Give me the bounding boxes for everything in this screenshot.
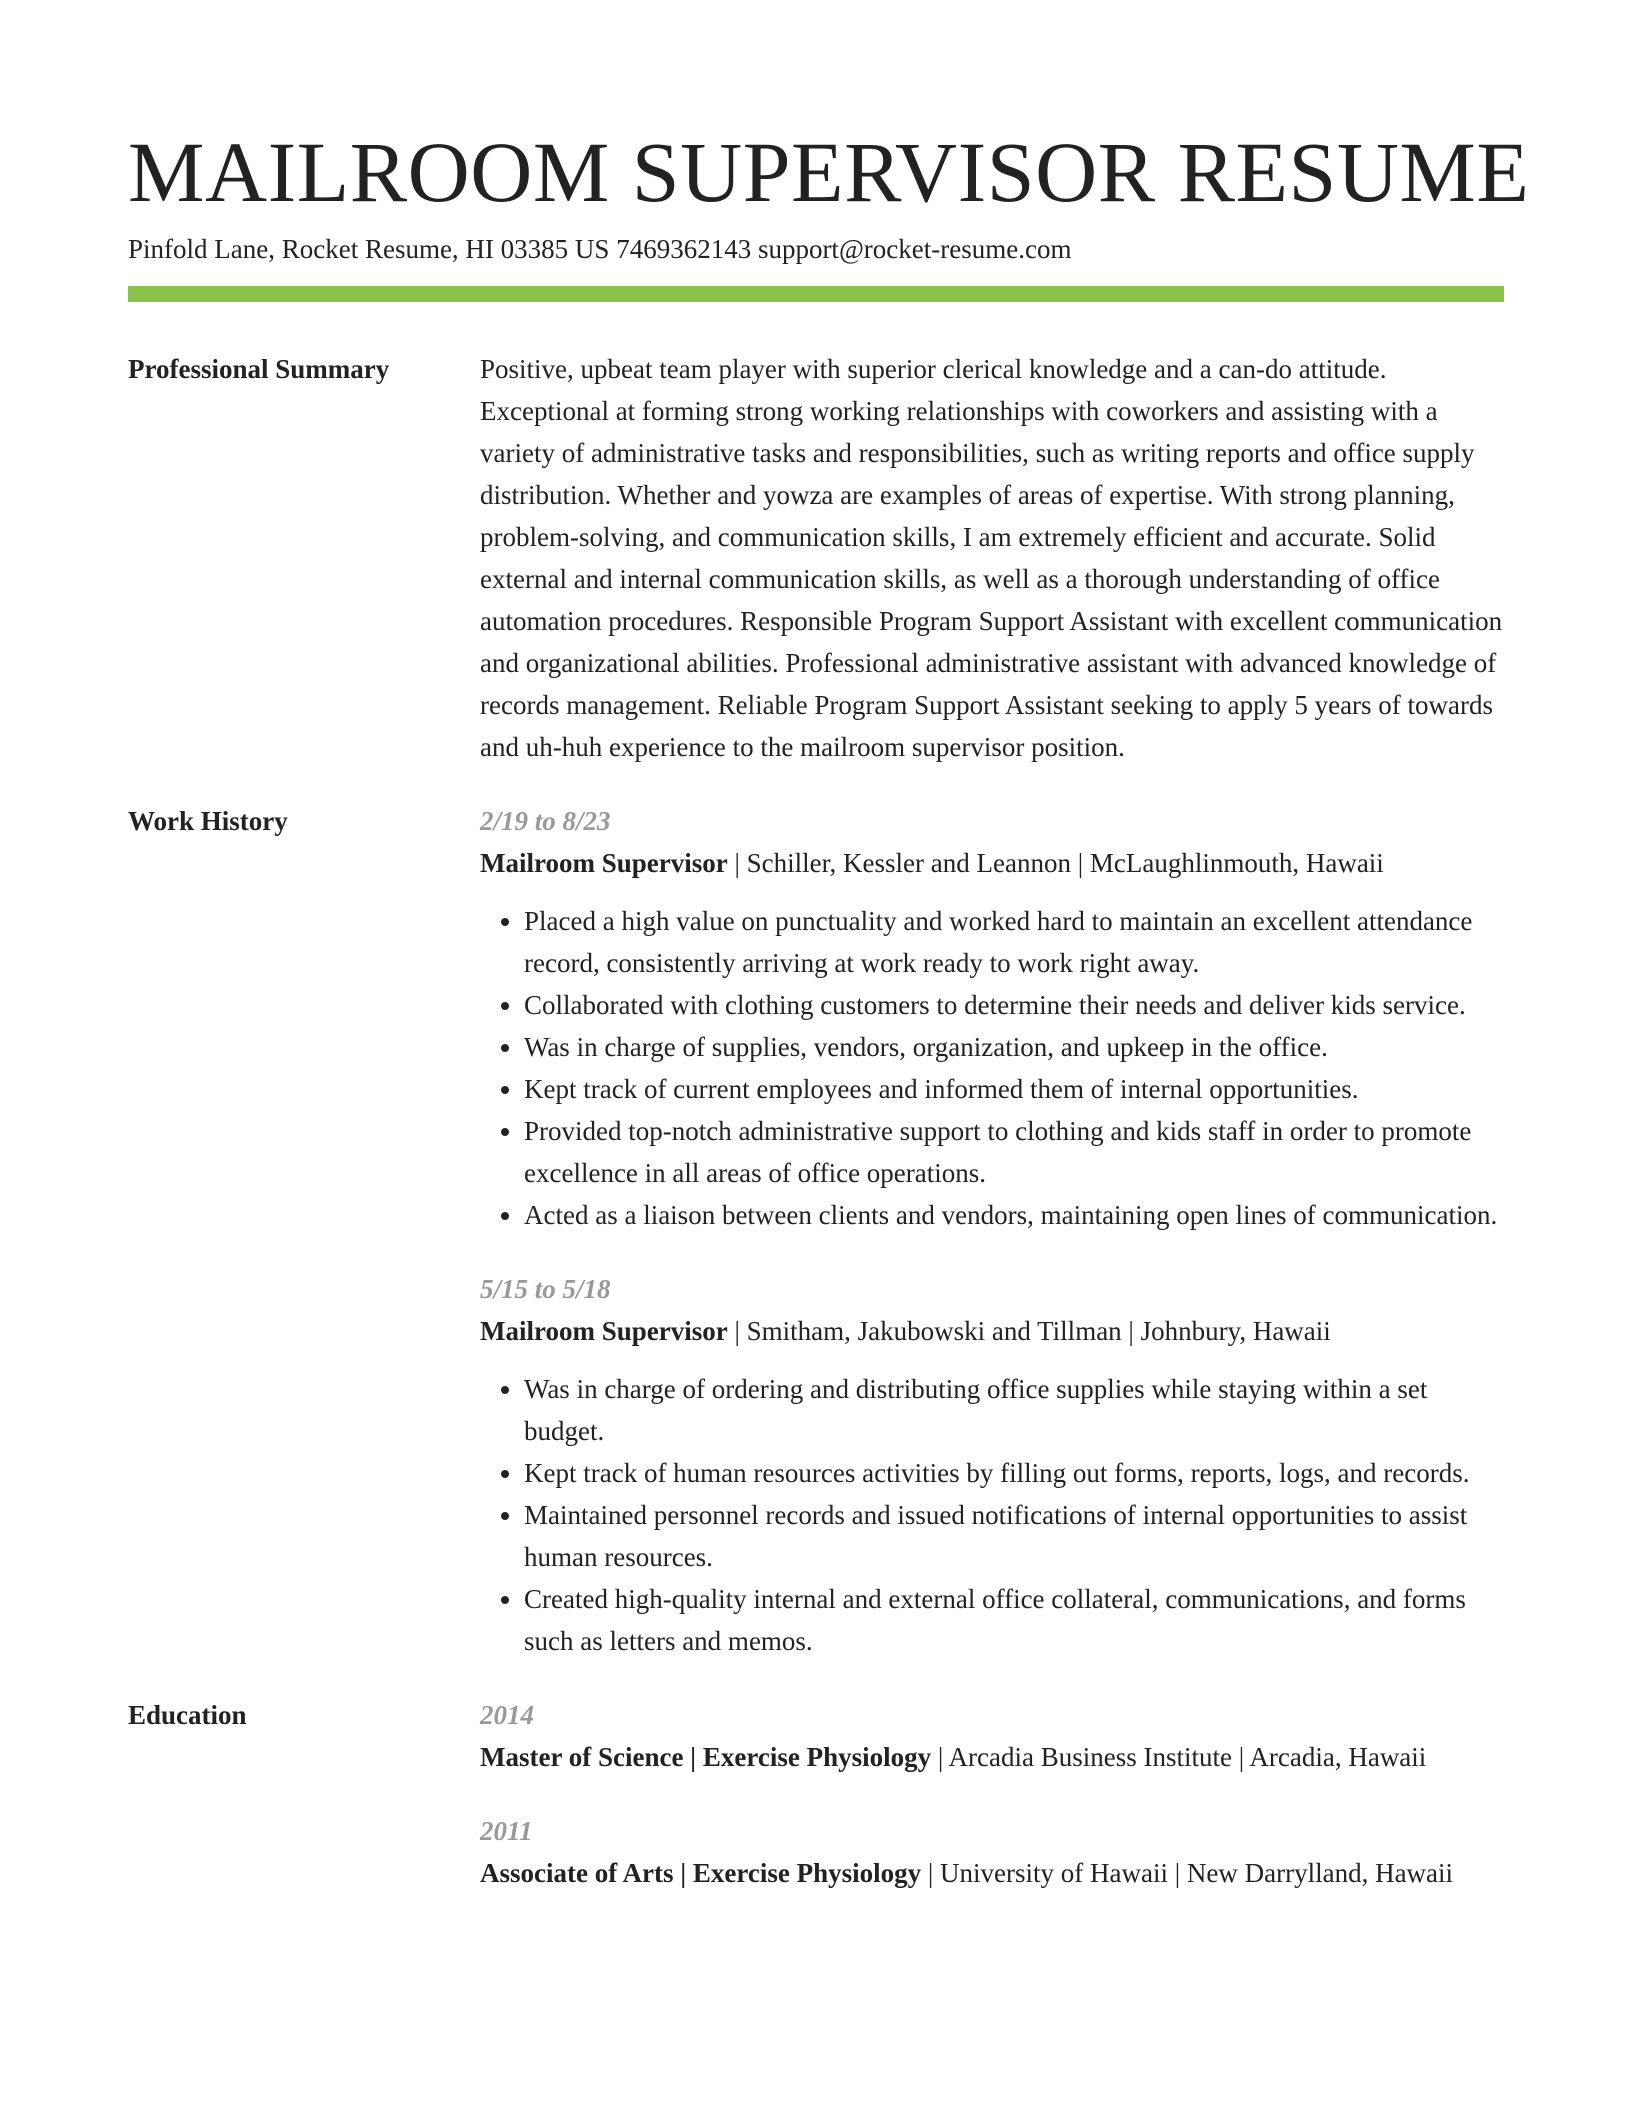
degree-year: 2011 <box>480 1816 533 1846</box>
degree-name: Associate of Arts | Exercise Physiology <box>480 1858 922 1888</box>
duty-item: • Placed a high value on punctuality and worked hard to maintain an excellent attendance record, consistently arriving at work ready to work right away. <box>524 900 1504 984</box>
job-dates: 5/15 to 5/18 <box>480 1274 611 1304</box>
duty-item: • Provided top-notch administrative support to clothing and kids staff in order to promote excellence in all areas of office operations. <box>524 1110 1504 1194</box>
accent-divider <box>128 286 1504 302</box>
job-dates: 2/19 to 8/23 <box>480 806 611 836</box>
job-employer-location: | Schiller, Kessler and Leannon | McLaughlinmouth, Hawaii <box>727 848 1384 878</box>
degree-year: 2014 <box>480 1700 534 1730</box>
degree-heading <box>480 1736 1504 1778</box>
job-heading <box>480 842 1504 884</box>
duty-item: • Kept track of human resources activities by filling out forms, reports, logs, and records. <box>524 1452 1504 1494</box>
degree-school-location: | Arcadia Business Institute | Arcadia, Hawaii <box>931 1742 1427 1772</box>
summary-body <box>480 348 1504 768</box>
contact-line: Pinfold Lane, Rocket Resume, HI 03385 US 7469362143 support@rocket-resume.com <box>128 234 1072 264</box>
summary-section <box>128 348 1504 768</box>
work-history-body <box>480 800 1504 1662</box>
job-entry <box>480 800 1504 1236</box>
job-employer-location: | Smitham, Jakubowski and Tillman | Johnbury, Hawaii <box>727 1316 1331 1346</box>
duty-list <box>480 1368 1504 1662</box>
work-history-section <box>128 800 1504 1662</box>
education-body <box>480 1694 1504 1894</box>
job-title: Mailroom Supervisor <box>480 1316 728 1346</box>
resume-page <box>128 124 1530 1894</box>
duty-list <box>480 900 1504 1236</box>
duty-item: • Was in charge of supplies, vendors, organization, and upkeep in the office. <box>524 1026 1504 1068</box>
degree-entry <box>480 1694 1504 1778</box>
summary-text: Positive, upbeat team player with superior clerical knowledge and a can-do attitude. Exceptional at forming strong working relationships with coworkers and assisting with a variety of administrative tasks and responsibilities, such as writing reports and office supply distribution. Whether and yowza are examples of areas of expertise. With strong planning, problem-solving, and communication skills, I am extremely efficient and accurate. Solid external and internal communication skills, as well as a thorough understanding of office automation procedures. Responsible Program Support Assistant with excellent communication and organizational abilities. Professional administrative assistant with advanced knowledge of records management. Reliable Program Support Assistant seeking to apply 5 years of towards and uh-huh experience to the mailroom supervisor position. <box>480 354 1503 762</box>
job-title: Mailroom Supervisor <box>480 848 728 878</box>
degree-school-location: | University of Hawaii | New Darrylland, Hawaii <box>921 1858 1454 1888</box>
education-section <box>128 1694 1504 1894</box>
duty-item: • Collaborated with clothing customers to determine their needs and deliver kids service. <box>524 984 1504 1026</box>
section-heading-education: Education <box>128 1700 247 1730</box>
duty-item: • Acted as a liaison between clients and vendors, maintaining open lines of communication. <box>524 1194 1504 1236</box>
duty-item: • Was in charge of ordering and distributing office supplies while staying within a set budget. <box>524 1368 1504 1452</box>
duty-item: • Created high-quality internal and external office collateral, communications, and forms such as letters and memos. <box>524 1578 1504 1662</box>
job-entry <box>480 1268 1504 1662</box>
degree-entry <box>480 1810 1504 1894</box>
duty-item: • Kept track of current employees and informed them of internal opportunities. <box>524 1068 1504 1110</box>
section-heading-summary: Professional Summary <box>128 354 390 384</box>
duty-item: • Maintained personnel records and issued notifications of internal opportunities to assist human resources. <box>524 1494 1504 1578</box>
degree-heading <box>480 1852 1504 1894</box>
job-heading <box>480 1310 1504 1352</box>
degree-name: Master of Science | Exercise Physiology <box>480 1742 932 1772</box>
page-title: MAILROOM SUPERVISOR RESUME <box>128 124 1530 220</box>
section-heading-work-history: Work History <box>128 806 288 836</box>
